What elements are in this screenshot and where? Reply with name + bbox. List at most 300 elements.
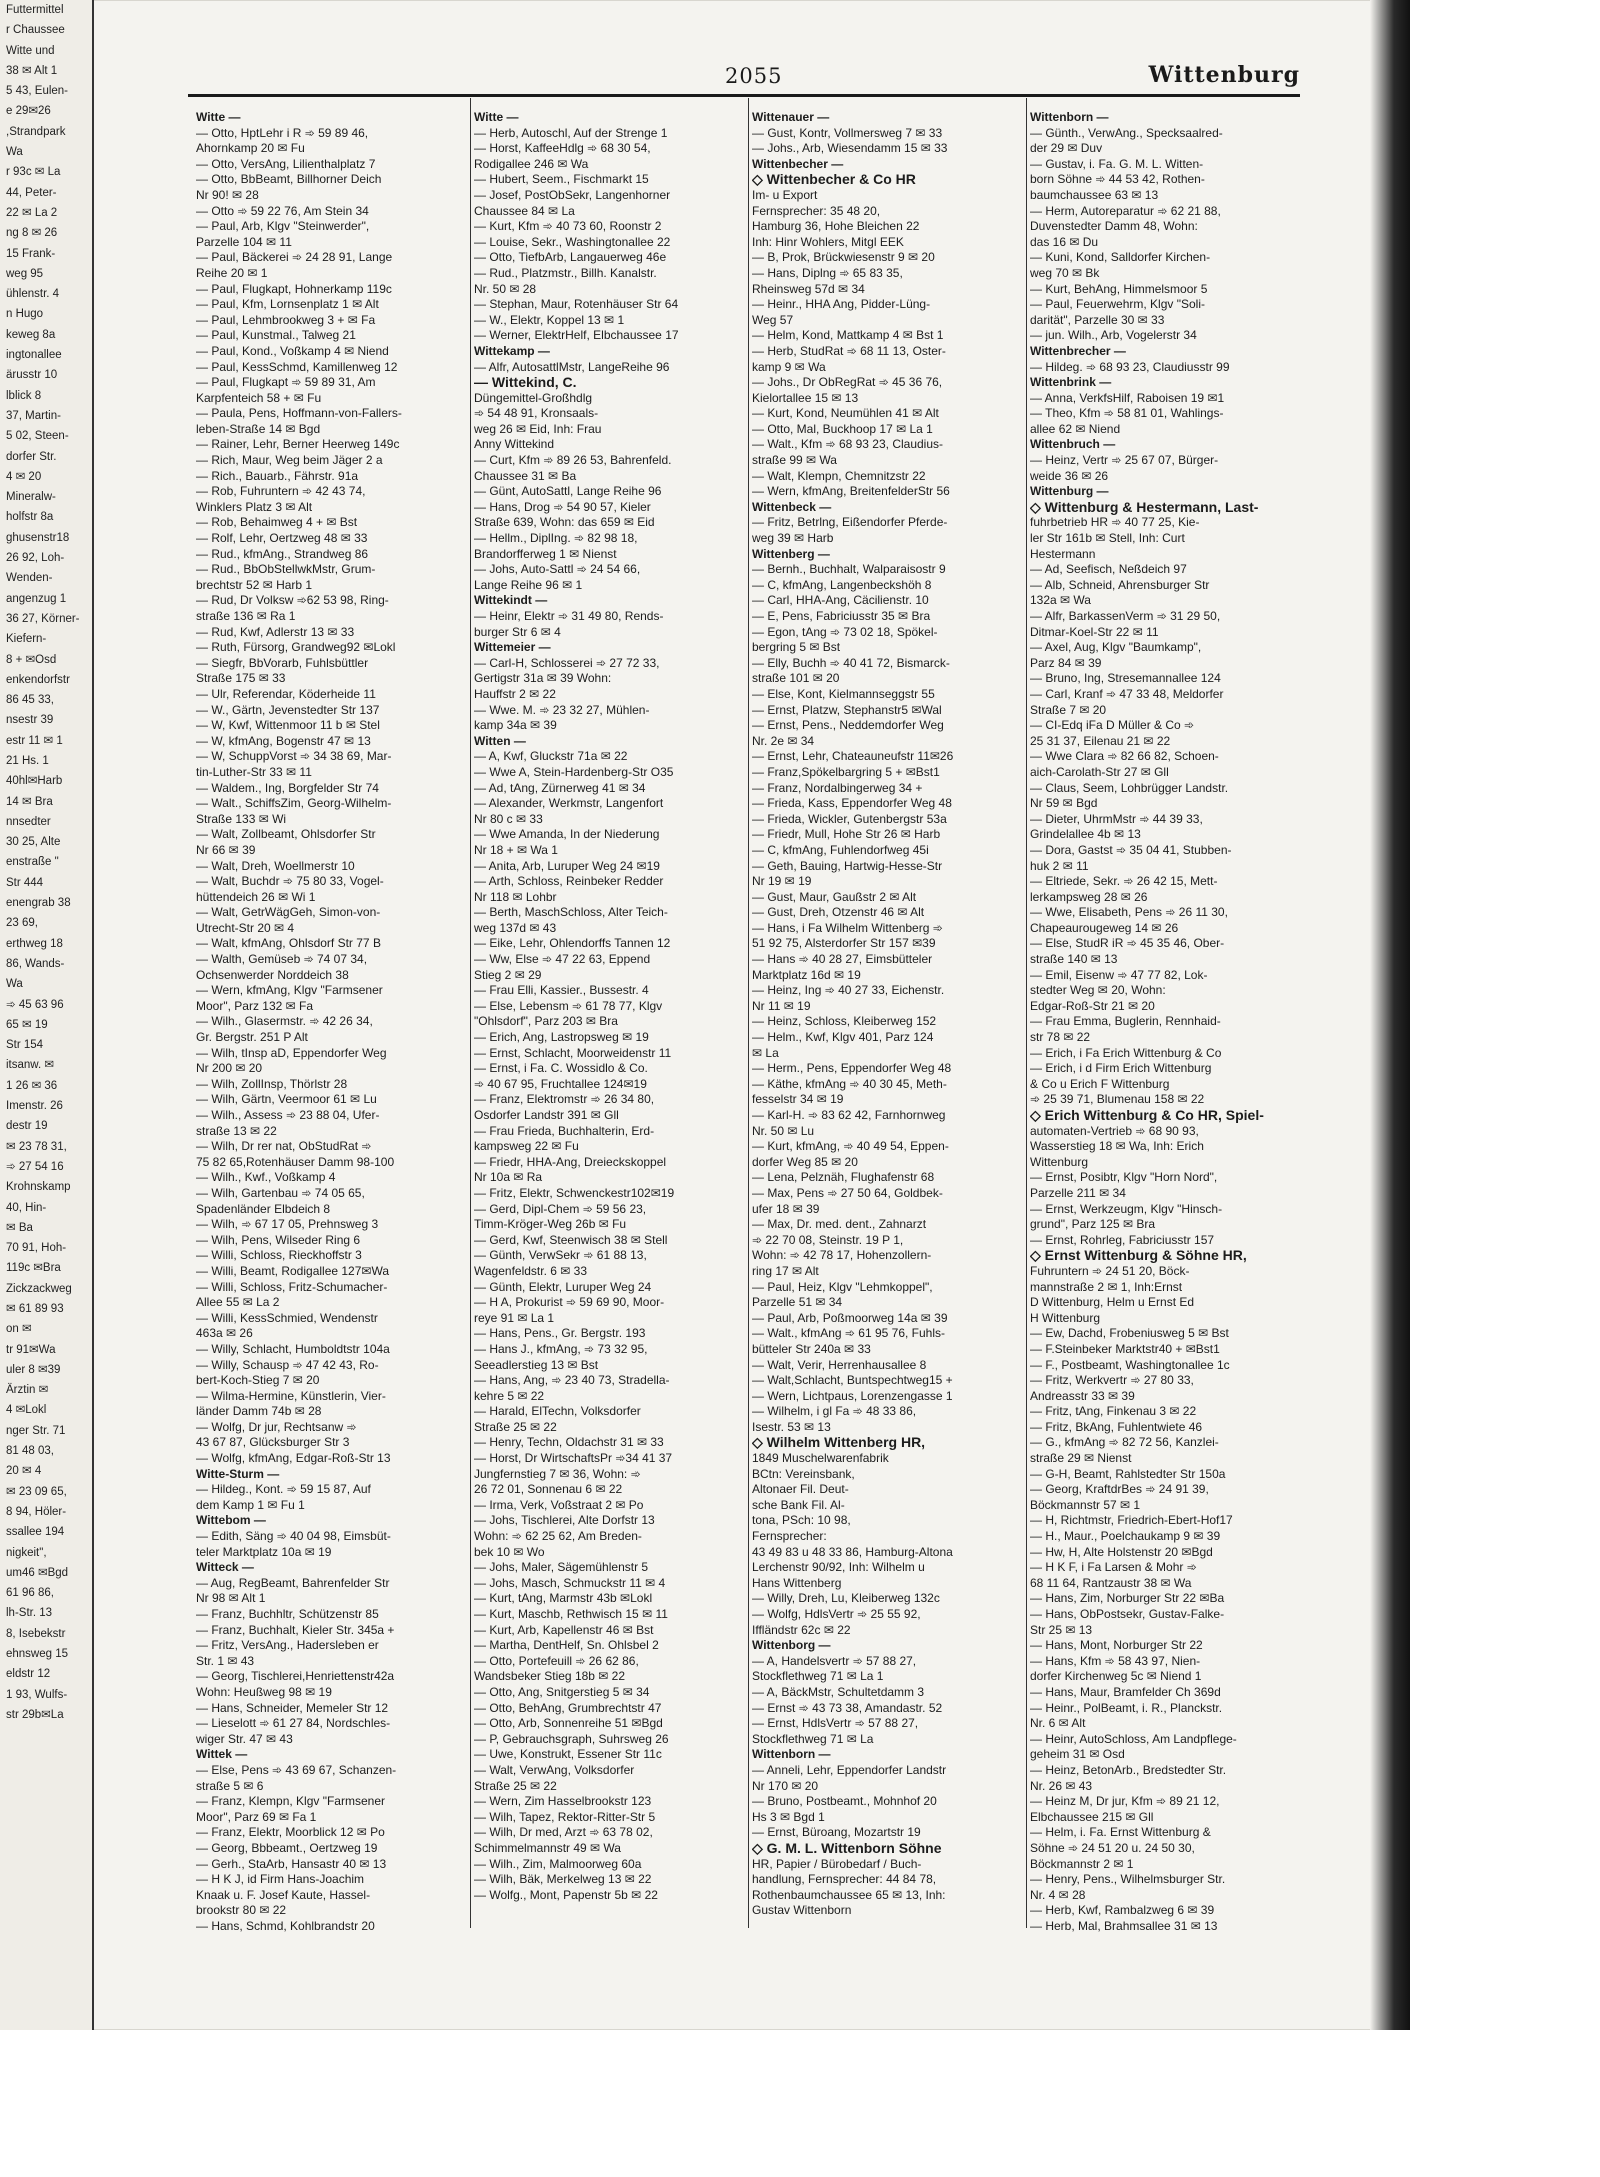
bleed-line: e 29✉26 [6,105,51,118]
entry-continuation: weg 137d ✉ 43 [474,920,557,935]
directory-entry: — Berth, MaschSchloss, Alter Teich- [474,905,668,920]
entry-continuation: Nr. 4 ✉ 28 [1030,1887,1086,1902]
directory-entry: — Frau Frieda, Buchhalterin, Erd- [474,1123,655,1138]
entry-continuation: Wohn: ➾ 62 25 62, Am Breden- [474,1529,642,1544]
directory-entry: — Otto, Ang, Snitgerstieg 5 ✉ 34 [474,1684,650,1699]
entry-continuation: aich-Carolath-Str 27 ✉ Gll [1030,764,1169,779]
directory-entry: — Rolf, Lehr, Oertzweg 48 ✉ 33 [196,531,368,546]
bleed-line: 1 26 ✉ 36 [6,1079,58,1092]
directory-entry: — Theo, Kfm ➾ 58 81 01, Wahlings- [1030,406,1224,421]
directory-entry: — Otto, VersAng, Lilienthalplatz 7 [196,156,376,171]
directory-entry: Wittenborn — [752,1747,831,1762]
bleed-line: 4 ✉Lokl [6,1404,47,1417]
directory-entry: — Dora, Gastst ➾ 35 04 41, Stubben- [1030,842,1232,857]
entry-continuation: mannstraße 2 ✉ 1, Inh:Ernst [1030,1279,1183,1294]
entry-continuation: Nr 80 c ✉ 33 [474,811,543,826]
bleed-line: 86, Wands- [6,957,65,970]
directory-entry: — Wilh, Gärtn, Veermoor 61 ✉ Lu [196,1092,377,1107]
entry-continuation: tin-Luther-Str 33 ✉ 11 [196,764,312,779]
directory-entry: — Curt, Kfm ➾ 89 26 53, Bahrenfeld. [474,453,672,468]
directory-entry: — Hans, Schneider, Memeler Str 12 [196,1700,389,1715]
bleed-line: lblick 8 [6,389,42,402]
directory-entry: — Franz, Nordalbingerweg 34 + [752,780,923,795]
directory-entry: — C, kfmAng, Fuhlendorfweg 45i [752,842,929,857]
entry-continuation: Osdorfer Landstr 391 ✉ Gll [474,1108,619,1122]
directory-entry: — B, Prok, Brückwiesenstr 9 ✉ 20 [752,250,935,265]
entry-continuation: Wohn: Heußweg 98 ✉ 19 [196,1684,332,1699]
bleed-line: Ärztin ✉ [6,1384,49,1397]
directory-entry: — Fritz, BkAng, Fuhlentwiete 46 [1030,1419,1203,1434]
entry-continuation: Grindelallee 4b ✉ 13 [1030,827,1141,842]
directory-entry: — Carl-H, Schlosserei ➾ 27 72 33, [474,655,660,670]
bleed-line: 38 ✉ Alt 1 [6,64,58,77]
entry-continuation: Wohn: ➾ 42 78 17, Hohenzollern- [752,1248,932,1263]
directory-entry: Wittenbrink — [1030,375,1112,390]
entry-continuation: der 29 ✉ Duv [1030,141,1103,156]
directory-entry: — Werner, ElektrHelf, Elbchaussee 17 [474,328,679,343]
directory-entry: — Herb, Autoschl, Auf der Strenge 1 [474,125,668,140]
directory-entry: — Johs., Arb, Wiesendamm 15 ✉ 33 [752,141,948,156]
directory-entry: — Paul, Arb, Klgv "Steinwerder", [196,219,370,234]
directory-entry: — Johs, Auto-Sattl ➾ 24 54 66, [474,562,641,577]
directory-entry: ◇ Wittenbecher & Co HR [752,172,916,188]
entry-continuation: weg 26 ✉ Eid, Inh: Frau [474,421,602,436]
entry-continuation: sche Bank Fil. Al- [752,1497,845,1512]
directory-entry: — Bruno, Ing, Stresemannallee 124 [1030,671,1221,686]
bleed-line: Wenden- [6,572,53,585]
entry-continuation: Nr 170 ✉ 20 [752,1778,819,1793]
directory-entry: — Kurt, tAng, Marmstr 43b ✉Lokl [474,1591,653,1606]
directory-entry: Wittenbruch — [1030,437,1116,452]
directory-entry: — Heinz, Vertr ➾ 25 67 07, Bürger- [1030,453,1219,468]
entry-continuation: H Wittenburg [1030,1310,1101,1325]
directory-entry: Witte — [196,110,241,124]
entry-continuation: Nr. 50 ✉ 28 [474,281,537,296]
entry-continuation: Moor", Parz 69 ✉ Fa 1 [196,1809,317,1824]
directory-entry: — W, kfmAng, Bogenstr 47 ✉ 13 [196,733,371,748]
directory-entry: — A, Handelsvertr ➾ 57 88 27, [752,1653,917,1668]
directory-entry: — Rob, Fuhruntern ➾ 42 43 74, [196,484,366,499]
entry-continuation: ➾ 22 70 08, Steinstr. 19 P 1, [752,1232,904,1247]
directory-entry: ◇ Ernst Wittenburg & Söhne HR, [1030,1248,1247,1264]
entry-continuation: Gr. Bergstr. 251 P Alt [196,1030,308,1045]
directory-entry: — Ew, Dachd, Frobeniusweg 5 ✉ Bst [1030,1326,1229,1341]
directory-entry: — Walt., kfmAng ➾ 61 95 76, Fuhls- [752,1326,946,1341]
directory-entry: — Wwe. M. ➾ 23 32 27, Mühlen- [474,702,650,717]
bleed-line: ➾ 45 63 96 [6,998,64,1011]
bleed-line: 26 92, Loh- [6,552,65,565]
entry-continuation: wiger Str. 47 ✉ 43 [196,1731,293,1746]
directory-entry: — Helm., Kwf, Klgv 401, Parz 124 [752,1030,934,1045]
entry-continuation: Straße 25 ✉ 22 [474,1419,557,1434]
entry-continuation: länder Damm 74b ✉ 28 [196,1404,322,1419]
bleed-line: 119c ✉Bra [6,1262,61,1275]
entry-continuation: straße 29 ✉ Nienst [1030,1451,1132,1466]
entry-continuation: Ochsenwerder Norddeich 38 [196,967,349,982]
bleed-line: 44, Peter- [6,186,57,199]
entry-continuation: Düngemittel-Großhdlg [474,390,593,405]
directory-entry: — Otto, TiefbArb, Langauerweg 46e [474,250,667,265]
entry-continuation: Ditmar-Koel-Str 22 ✉ 11 [1030,624,1159,639]
bleed-line: ingtonallee [6,349,62,362]
directory-entry: — Heinr., PolBeamt, i. R., Planckstr. [1030,1700,1223,1715]
directory-entry: — F.Steinbeker Marktstr40 + ✉Bst1 [1030,1341,1220,1356]
directory-entry: — Fritz, tAng, Finkenau 3 ✉ 22 [1030,1404,1197,1419]
directory-entry: — Ernst, Platzw, Stephanstr5 ✉Wal [752,702,942,717]
entry-continuation: Knaak u. F. Josef Kaute, Hassel- [196,1887,371,1902]
directory-entry: — Paul, Heiz, Klgv "Lehmkoppel", [752,1279,933,1294]
directory-entry: — Paul, Flugkapt, Hohnerkamp 119c [196,281,392,296]
directory-entry: — Kurt, kfmAng, ➾ 40 49 54, Eppen- [752,1139,949,1154]
bleed-line: 1 93, Wulfs- [6,1688,68,1701]
directory-entry: — Otto ➾ 59 22 76, Am Stein 34 [196,203,369,218]
directory-entry: — Franz,Spökelbargring 5 + ✉Bst1 [752,764,940,779]
column-4 [1030,110,1298,1934]
bleed-line: nsestr 39 [6,714,54,727]
entry-continuation: Parzelle 211 ✉ 34 [1030,1185,1126,1200]
entry-continuation: 25 31 37, Eilenau 21 ✉ 22 [1030,733,1171,748]
directory-entry: — Ernst, Rohrleg, Fabriciusstr 157 [1030,1232,1215,1247]
directory-entry: — Alfr, AutosattlMstr, LangeReihe 96 [474,359,670,374]
entry-continuation: ✉ La [752,1045,779,1060]
directory-entry: — Wwe Clara ➾ 82 66 82, Schoen- [1030,749,1219,764]
entry-continuation: Böckmannstr 57 ✉ 1 [1030,1497,1141,1512]
binding-edge [1370,0,1410,2030]
directory-entry: — Ernst, Posibtr, Klgv "Horn Nord", [1030,1170,1218,1185]
bleed-line: ✉ Ba [6,1221,33,1234]
directory-entry: — Wilh, Dr med, Arzt ➾ 63 78 02, [474,1825,653,1840]
entry-continuation: 463a ✉ 26 [196,1326,253,1341]
bleed-line: n Hugo [6,308,44,321]
directory-entry: — Otto, BbBeamt, Billhorner Deich [196,172,382,187]
directory-entry: — Wolfg, kfmAng, Edgar-Roß-Str 13 [196,1451,391,1466]
entry-continuation: Moor", Parz 132 ✉ Fa [196,998,314,1013]
directory-entry: — Ad, Seefisch, Neßdeich 97 [1030,562,1187,577]
bleed-line: 70 91, Hoh- [6,1242,67,1255]
directory-entry: — Henry, Techn, Oldachstr 31 ✉ 33 [474,1435,664,1450]
directory-entry: — Paul, Kond., Voßkamp 4 ✉ Niend [196,343,389,358]
entry-continuation: dorfer Kirchenweg 5c ✉ Niend 1 [1030,1669,1202,1684]
directory-entry: — Stephan, Maur, Rotenhäuser Str 64 [474,297,679,312]
directory-entry: — jun. Wilh., Arb, Vogelerstr 34 [1030,328,1197,343]
header-rule [188,94,1300,97]
entry-continuation: Rheinsweg 57d ✉ 34 [752,281,865,296]
bleed-line: ehnsweg 15 [6,1648,69,1661]
directory-entry: — Lena, Pelznäh, Flughafenstr 68 [752,1170,935,1185]
bleed-line: r 93c ✉ La [6,166,61,179]
directory-entry: — Walt, kfmAng, Ohlsdorf Str 77 B [196,936,381,951]
directory-entry: — Uwe, Konstrukt, Essener Str 11c [474,1747,662,1762]
directory-entry: — G-H, Beamt, Rahlstedter Str 150a [1030,1466,1226,1481]
directory-entry: — Rich., Bauarb., Fährstr. 91a [196,468,359,483]
entry-continuation: 132a ✉ Wa [1030,593,1091,608]
directory-entry: — Fritz, Werkvertr ➾ 27 80 33, [1030,1373,1194,1388]
bleed-line: Wa [6,978,23,991]
directory-entry: — Paula, Pens, Hoffmann-von-Fallers- [196,406,402,421]
directory-entry: — Else, Pens ➾ 43 69 67, Schanzen- [196,1762,397,1777]
directory-entry: — W., Elektr, Koppel 13 ✉ 1 [474,312,625,327]
entry-continuation: Fernsprecher: 35 48 20, [752,203,881,218]
bleed-line: tr 91✉Wa [6,1343,56,1356]
bleed-line: Mineralw- [6,491,56,504]
entry-continuation: Spadenländer Elbdeich 8 [196,1201,331,1216]
directory-entry: — Wwe A, Stein-Hardenberg-Str O35 [474,764,674,779]
bleed-line: ✉ 23 78 31, [6,1140,67,1153]
entry-continuation: Hans Wittenberg [752,1575,842,1590]
directory-entry: Witte — [474,110,519,124]
bleed-line: 30 25, Alte [6,836,61,849]
directory-entry: — Eike, Lehr, Ohlendorffs Tannen 12 [474,936,671,951]
entry-continuation: 43 67 87, Glücksburger Str 3 [196,1435,350,1450]
directory-entry: — Wern, kfmAng, BreitenfelderStr 56 [752,484,950,499]
bleed-line: 37, Martin- [6,409,61,422]
directory-entry: — Axel, Aug, Klgv "Baumkamp", [1030,640,1202,655]
directory-entry: — Ruth, Fürsorg, Grandweg92 ✉Lokl [196,640,396,655]
bleed-line: Wa [6,146,23,159]
column-3 [752,110,1020,1919]
directory-entry: — Walt, Verir, Herrenhausallee 8 [752,1357,927,1372]
entry-continuation: brechtstr 52 ✉ Harb 1 [196,577,313,592]
bleed-line: 65 ✉ 19 [6,1018,48,1031]
entry-continuation: fuhrbetrieb HR ➾ 40 77 25, Kie- [1030,515,1200,530]
directory-entry: — F., Postbeamt, Washingtonallee 1c [1030,1357,1230,1372]
bleed-line: ghusenstr18 [6,531,70,544]
entry-continuation: Rodigallee 246 ✉ Wa [474,156,589,171]
running-head: Wittenburg [1148,62,1300,88]
bleed-line: 21 Hs. 1 [6,754,49,767]
directory-entry: — Ulr, Referendar, Köderheide 11 [196,686,376,701]
directory-entry: — Paul, Feuerwehrm, Klgv "Soli- [1030,297,1205,312]
entry-continuation: Nr 98 ✉ Alt 1 [196,1591,266,1606]
bleed-line: ➾ 27 54 16 [6,1160,64,1173]
entry-continuation: bek 10 ✉ Wo [474,1544,545,1559]
directory-entry: — G., kfmAng ➾ 82 72 56, Kanzlei- [1030,1435,1219,1450]
entry-continuation: weide 36 ✉ 26 [1030,468,1109,483]
directory-entry: — Willy, Schausp ➾ 47 42 43, Ro- [196,1357,379,1372]
entry-continuation: Lange Reihe 96 ✉ 1 [474,577,583,592]
directory-entry: — Dieter, UhrmMstr ➾ 44 39 33, [1030,811,1203,826]
entry-continuation: Nr 118 ✉ Lohbr [474,889,557,904]
entry-continuation: Schimmelmannstr 49 ✉ Wa [474,1840,621,1855]
directory-entry: — Wilh., Kwf., Voßkamp 4 [196,1170,336,1185]
directory-entry: — Fritz, VersAng., Hadersleben er [196,1638,379,1653]
directory-entry: Wittenborg — [752,1638,831,1653]
directory-entry: — Hans, Drog ➾ 54 90 57, Kieler [474,499,651,514]
entry-continuation: weg 70 ✉ Bk [1030,265,1100,280]
entry-continuation: straße 136 ✉ Ra 1 [196,609,296,623]
entry-continuation: Altonaer Fil. Deut- [752,1482,849,1497]
entry-continuation: Gustav Wittenborn [752,1903,852,1918]
entry-continuation: kamp 34a ✉ 39 [474,718,557,733]
directory-entry: — Johs, Maler, Sägemühlenstr 5 [474,1560,649,1575]
bleed-line: Witte und [6,44,55,57]
entry-continuation: Nr 19 ✉ 19 [752,874,812,889]
directory-entry: — Emil, Eisenw ➾ 47 77 82, Lok- [1030,967,1208,982]
directory-entry: — Rud, Kwf, Adlerstr 13 ✉ 33 [196,624,355,639]
directory-entry: — Hildeg. ➾ 68 93 23, Claudiusstr 99 [1030,359,1230,374]
directory-entry: — Wilma-Hermine, Künstlerin, Vier- [196,1388,386,1403]
bleed-line: ✉ 61 89 93 [6,1303,64,1315]
entry-continuation: Im- u Export [752,187,818,202]
directory-entry: — Herb, StudRat ➾ 68 11 13, Oster- [752,343,946,358]
directory-entry: — Harald, ElTechn, Volksdorfer [474,1404,641,1419]
entry-continuation: bert-Koch-Stieg 7 ✉ 20 [196,1373,320,1388]
directory-entry: — W, SchuppVorst ➾ 34 38 69, Mar- [196,749,392,764]
bleed-line: 20 ✉ 4 [6,1465,42,1478]
directory-entry: — Ernst, i Fa. C. Wossidlo & Co. [474,1061,648,1076]
directory-entry: — Fritz, Elektr, Schwenckestr102✉19 [474,1185,675,1200]
bleed-line: 15 Frank- [6,247,56,260]
directory-entry: — Wern, Zim Hasselbrookstr 123 [474,1794,652,1809]
directory-entry: — Wilh, ➾ 67 17 05, Prehnsweg 3 [196,1217,379,1232]
directory-entry: — Ernst, Büroang, Mozartstr 19 [752,1825,921,1840]
bleed-line: 86 45 33, [6,694,54,707]
directory-entry: — Alexander, Werkmstr, Langenfort [474,796,664,811]
directory-entry: Wittekindt — [474,593,548,608]
entry-continuation: geheim 31 ✉ Osd [1030,1747,1125,1762]
directory-entry: — CI-Edq iFa D Müller & Co ➾ [1030,718,1195,733]
directory-entry: — Irma, Verk, Voßstraat 2 ✉ Po [474,1497,644,1512]
directory-entry: — Ww, Else ➾ 47 22 63, Eppend [474,952,651,967]
entry-continuation: Hamburg 36, Hohe Bleichen 22 [752,219,920,234]
entry-continuation: tona, PSch: 10 98, [752,1513,851,1528]
entry-continuation: Wagenfeldstr. 6 ✉ 33 [474,1263,588,1278]
directory-entry: — Otto, BehAng, Grumbrechtstr 47 [474,1700,662,1715]
directory-entry: — Carl, Kranf ➾ 47 33 48, Meldorfer [1030,686,1224,701]
directory-entry: — Arth, Schloss, Reinbeker Redder [474,874,664,889]
entry-continuation: Straße 25 ✉ 22 [474,1778,557,1793]
directory-entry: — P, Gebrauchsgraph, Suhrsweg 26 [474,1731,669,1746]
column-divider [1026,98,1027,1928]
entry-continuation: 43 49 83 u 48 33 86, Hamburg-Altona [752,1544,953,1559]
bleed-line: 8, Isebekstr [6,1627,66,1640]
directory-entry: — Erich, i Fa Erich Wittenburg & Co [1030,1045,1222,1060]
bleed-line: ärusstr 10 [6,369,58,382]
bleed-line: 14 ✉ Bra [6,795,53,808]
directory-entry: — Ernst, HdlsVertr ➾ 57 88 27, [752,1716,919,1731]
bleed-line: um46 ✉Bgd [6,1566,69,1579]
directory-entry: Wittenbecher — [752,156,844,171]
entry-continuation: Nr 11 ✉ 19 [752,998,811,1013]
entry-continuation: Straße 7 ✉ 20 [1030,702,1107,717]
directory-entry: Wittek — [196,1747,248,1762]
directory-entry: — C, kfmAng, Langenbeckshöh 8 [752,577,932,592]
directory-entry: — Otto, HptLehr i R ➾ 59 89 46, [196,125,369,140]
entry-continuation: 68 11 64, Rantzaustr 38 ✉ Wa [1030,1575,1192,1590]
directory-entry: — Franz, Buchhalt, Kieler Str. 345a + [196,1622,395,1637]
directory-entry: — Hw, H, Alte Holstenstr 20 ✉Bgd [1030,1544,1213,1559]
entry-continuation: dorfer Weg 85 ✉ 20 [752,1154,858,1169]
entry-continuation: automaten-Vertrieb ➾ 68 90 93, [1030,1123,1199,1138]
directory-entry: — Walt, VerwAng, Volksdorfer [474,1762,635,1777]
directory-entry: — Claus, Seem, Lohbrügger Landstr. [1030,780,1229,795]
entry-continuation: HR, Papier / Bürobedarf / Buch- [752,1856,922,1871]
directory-entry: — Wwe Amanda, In der Niederung [474,827,660,842]
bleed-line: ng 8 ✉ 26 [6,227,58,240]
entry-continuation: teler Marktplatz 10a ✉ 19 [196,1544,332,1559]
directory-entry: — A, BäckMstr, Schultetdamm 3 [752,1684,925,1699]
bleed-line: Futtermittel [6,4,64,16]
entry-continuation: Hs 3 ✉ Bgd 1 [752,1809,825,1824]
entry-continuation: Fuhruntern ➾ 24 51 20, Böck- [1030,1263,1190,1278]
directory-entry: — Heinz, BetonArb., Bredstedter Str. [1030,1762,1227,1777]
directory-entry: — Käthe, kfmAng ➾ 40 30 45, Meth- [752,1076,947,1091]
entry-continuation: hüttendeich 26 ✉ Wi 1 [196,889,316,904]
directory-entry: — Hans, Pens., Gr. Bergstr. 193 [474,1326,646,1341]
entry-continuation: Gertigstr 31a ✉ 39 Wohn: [474,671,612,686]
bleed-line: Str 444 [6,876,44,889]
directory-entry: Wittenburg — [1030,484,1109,499]
entry-continuation: leben-Straße 14 ✉ Bgd [196,421,321,436]
bleed-line: 23 69, [6,917,38,930]
directory-entry: — Horst, KaffeeHdlg ➾ 68 30 54, [474,141,651,156]
bleed-line: nigkeit", [6,1546,47,1559]
directory-entry: — Walt., SchiffsZim, Georg-Wilhelm- [196,796,392,811]
entry-continuation: huk 2 ✉ 11 [1030,858,1089,873]
bleed-line: angenzug 1 [6,592,67,605]
directory-entry: — H K J, id Firm Hans-Joachim [196,1872,365,1887]
directory-entry: Wittenbeck — [752,499,832,514]
directory-entry: Witte-Sturm — [196,1466,280,1481]
entry-continuation: Nr 10a ✉ Ra [474,1170,543,1185]
entry-continuation: Stieg 2 ✉ 29 [474,967,542,982]
bleed-line: dorfer Str. [6,450,57,463]
directory-entry: — Wilhelm, i gl Fa ➾ 48 33 86, [752,1404,917,1419]
entry-continuation: Inh: Hinr Wohlers, Mitgl EEK [752,234,904,249]
entry-continuation: Wittenburg [1030,1154,1089,1169]
directory-entry: — Herm., Pens, Eppendorfer Weg 48 [752,1061,952,1076]
entry-continuation: born Söhne ➾ 44 53 42, Rothen- [1030,172,1205,187]
entry-continuation: ➾ 54 48 91, Kronsaals- [474,406,599,421]
directory-entry: — Otto, Mal, Buckhoop 17 ✉ La 1 [752,421,933,436]
column-divider [748,98,749,1928]
bleed-line: Zickzackweg [6,1282,72,1295]
directory-entry: — H K F, i Fa Larsen & Mohr ➾ [1030,1560,1197,1575]
directory-entry: — Herm, Autoreparatur ➾ 62 21 88, [1030,203,1221,218]
directory-entry: — Edith, Säng ➾ 40 04 98, Eimsbüt- [196,1529,391,1544]
directory-entry: Wittenborn — [1030,110,1109,124]
bleed-line: weg 95 [6,267,44,280]
directory-entry: — Egon, tAng ➾ 73 02 18, Spökel- [752,624,938,639]
directory-entry: — Kurt, BehAng, Himmelsmoor 5 [1030,281,1208,296]
bleed-line: 81 48 03, [6,1445,54,1458]
entry-continuation: allee 62 ✉ Niend [1030,421,1121,436]
directory-entry: Wittekamp — [474,343,550,358]
bleed-line: Str 154 [6,1039,44,1052]
entry-continuation: Str 25 ✉ 13 [1030,1622,1093,1637]
directory-entry: — A, Kwf, Gluckstr 71a ✉ 22 [474,749,628,764]
directory-entry: Wittenauer — [752,110,830,124]
bleed-line: enstraße " [6,856,59,869]
entry-continuation: kehre 5 ✉ 22 [474,1388,545,1403]
directory-entry: — Günth, VerwSekr ➾ 61 88 13, [474,1248,647,1263]
directory-entry: — Hans, Schmd, Kohlbrandstr 20 [196,1918,375,1933]
entry-continuation: Chapeaurougeweg 14 ✉ 26 [1030,920,1179,935]
directory-entry: — Lieselott ➾ 61 27 84, Nordschles- [196,1716,391,1731]
directory-entry: — Wilh, Gartenbau ➾ 74 05 65, [196,1185,365,1200]
directory-entry: — Rud., kfmAng., Strandweg 86 [196,546,369,561]
entry-continuation: 26 72 01, Sonnenau 6 ✉ 22 [474,1482,623,1497]
directory-entry: — Johs, Masch, Schmuckstr 11 ✉ 4 [474,1575,666,1590]
directory-entry: — Günt, AutoSattl, Lange Reihe 96 [474,484,662,499]
entry-continuation: brookstr 80 ✉ 22 [196,1903,287,1918]
entry-continuation: kamp 9 ✉ Wa [752,359,826,374]
directory-entry: — Willi, Schloss, Fritz-Schumacher- [196,1279,388,1294]
directory-entry: — Rud., BbObStellwkMstr, Grum- [196,562,376,577]
directory-entry: — Wilh., Glasermstr. ➾ 42 26 34, [196,1014,373,1029]
directory-entry: — Hubert, Seem., Fischmarkt 15 [474,172,649,187]
bleed-line: ,Strandpark [6,125,66,138]
